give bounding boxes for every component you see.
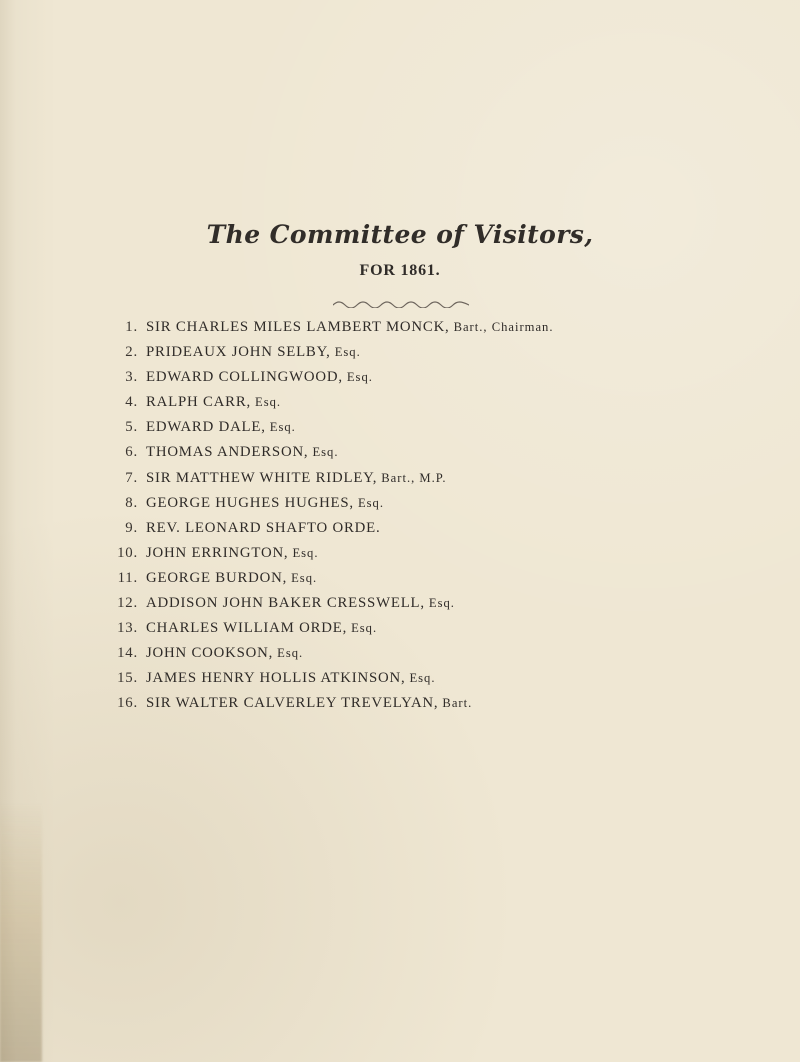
entry-name: JOHN COOKSON,	[146, 645, 274, 662]
list-item	[95, 369, 795, 394]
entry-name: EDWARD DALE,	[146, 419, 266, 436]
entry-number: 13.	[117, 620, 138, 637]
entry-suffix: Bart., Chairman.	[453, 320, 554, 334]
entry-number: 3.	[125, 369, 138, 386]
list-item	[95, 470, 795, 495]
list-item	[95, 344, 795, 369]
entry-number: 7.	[125, 469, 138, 486]
entry-suffix: Esq.	[269, 420, 296, 435]
entry-name: JOHN ERRINGTON,	[146, 544, 289, 561]
entry-number: 11.	[117, 569, 138, 586]
entry-number: 1.	[125, 319, 138, 335]
entry-number: 14.	[117, 645, 138, 662]
entry-name: GEORGE BURDON,	[146, 569, 288, 586]
list-item	[95, 520, 795, 545]
entry-suffix: Esq.	[357, 495, 384, 510]
page-title: The Committee of Visitors,	[206, 220, 594, 249]
entry-name: JAMES HENRY HOLLIS ATKINSON,	[146, 670, 406, 687]
list-item	[95, 645, 795, 670]
entry-number: 12.	[117, 595, 138, 612]
entry-suffix: Bart., M.P.	[381, 470, 447, 485]
ornamental-divider-icon	[333, 300, 469, 308]
entry-name: RALPH CARR,	[146, 394, 252, 411]
entry-name: CHARLES WILLIAM ORDE,	[146, 620, 348, 637]
entry-suffix: Esq.	[428, 596, 455, 611]
list-item	[95, 545, 795, 570]
entry-name: EDWARD COLLINGWOOD,	[146, 369, 343, 386]
list-item	[95, 695, 795, 720]
entry-number: 6.	[125, 444, 138, 461]
entry-suffix: Esq.	[312, 445, 339, 460]
entry-number: 2.	[125, 344, 138, 361]
entry-suffix: Esq.	[346, 370, 373, 385]
entry-suffix: Esq.	[409, 671, 436, 686]
entry-suffix: Bart.	[442, 696, 473, 711]
entry-name: THOMAS ANDERSON,	[146, 444, 309, 461]
list-item	[95, 495, 795, 520]
entry-number: 9.	[125, 519, 138, 536]
entry-name: SIR MATTHEW WHITE RIDLEY,	[146, 469, 378, 486]
entry-suffix: Esq.	[334, 345, 361, 360]
entry-number: 8.	[125, 494, 138, 511]
page-subtitle: FOR 1861.	[359, 262, 441, 279]
entry-number: 4.	[125, 394, 138, 411]
entry-suffix: Esq.	[255, 395, 282, 410]
entry-name: ADDISON JOHN BAKER CRESSWELL,	[146, 595, 425, 612]
list-item	[95, 595, 795, 620]
committee-list	[95, 319, 795, 721]
entry-name: SIR WALTER CALVERLEY TREVELYAN,	[146, 695, 439, 712]
entry-number: 16.	[117, 695, 138, 712]
entry-name: PRIDEAUX JOHN SELBY,	[146, 344, 331, 361]
entry-suffix: Esq.	[291, 570, 318, 585]
entry-name: SIR CHARLES MILES LAMBERT MONCK,	[146, 319, 450, 335]
entry-number: 15.	[117, 670, 138, 687]
list-item	[95, 394, 795, 419]
list-item	[95, 319, 795, 344]
entry-name: GEORGE HUGHES HUGHES,	[146, 494, 354, 511]
entry-suffix: Esq.	[351, 621, 378, 636]
list-item	[95, 570, 795, 595]
entry-number: 10.	[117, 544, 138, 561]
entry-number: 5.	[125, 419, 138, 436]
entry-suffix: Esq.	[292, 545, 319, 560]
list-item	[95, 620, 795, 645]
list-item	[95, 670, 795, 695]
entry-name: REV. LEONARD SHAFTO ORDE.	[146, 519, 381, 536]
list-item	[95, 444, 795, 469]
list-item	[95, 419, 795, 444]
entry-suffix: Esq.	[277, 646, 304, 661]
